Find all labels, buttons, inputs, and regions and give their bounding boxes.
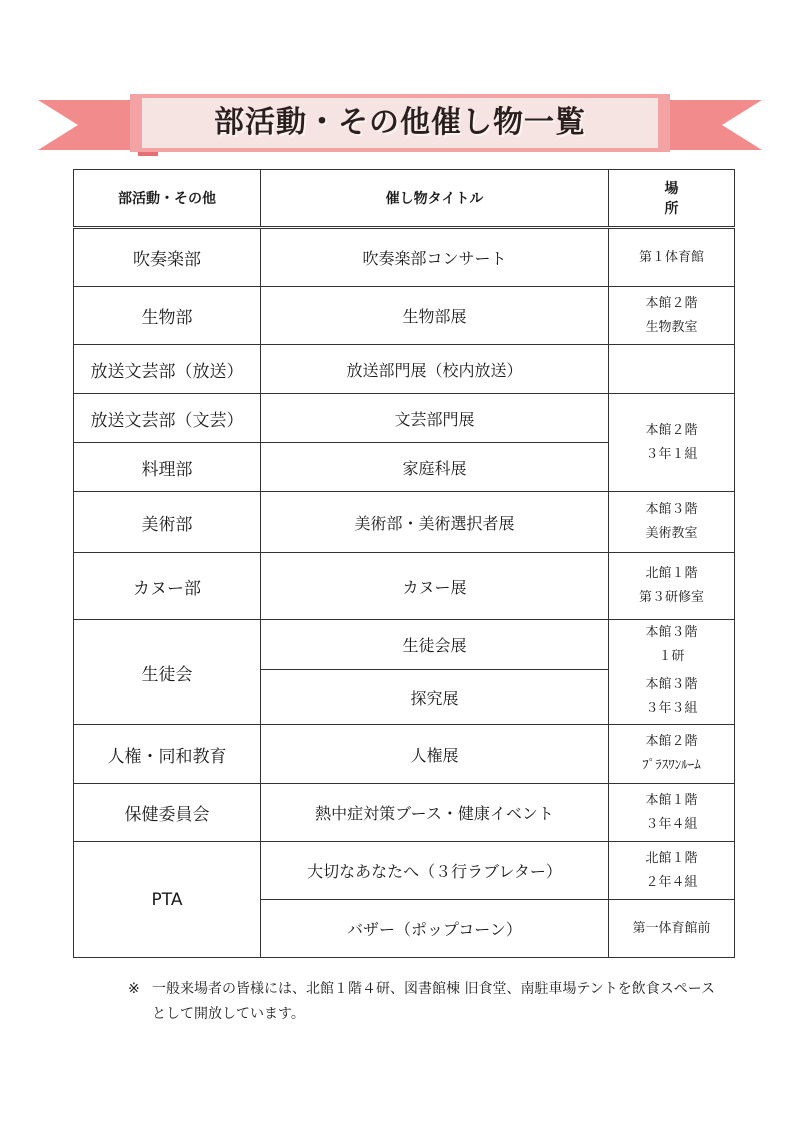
place-line: 第３研修室 [638, 590, 704, 605]
place-line: 本館２階 [645, 734, 698, 749]
club-cell: 人権・同和教育 [74, 725, 261, 784]
event-title-cell: 熱中症対策ブース・健康イベント [261, 784, 609, 842]
table-row [74, 394, 735, 443]
place-cell [609, 620, 735, 670]
place-cell [609, 345, 735, 394]
event-title-cell: 人権展 [261, 725, 609, 784]
place-line: １研 [658, 648, 685, 664]
page-title: 部活動・その他催し物一覧 [214, 105, 586, 140]
footnote-text: 一般来場者の皆様には、北館１階４研、図書館棟 旧食堂、南駐車場テントを飲食スペースとして開放しています。 [152, 981, 716, 1022]
event-title-cell: 放送部門展（校内放送） [261, 345, 609, 394]
club-cell: 放送文芸部（放送） [74, 345, 261, 394]
place-line: 本館３階 [645, 502, 698, 517]
place-line: 第一体育館前 [632, 920, 711, 936]
club-cell: PTA [74, 842, 261, 958]
table-row [74, 725, 735, 784]
place-cell [609, 725, 735, 784]
table-row [74, 784, 735, 842]
place-cell [609, 394, 735, 492]
place-line: 北館１階 [645, 566, 698, 581]
table-row [74, 287, 735, 345]
place-line: 第１体育館 [638, 249, 704, 265]
place-line: 本館２階 [645, 295, 698, 311]
place-line: ２年４組 [645, 874, 698, 890]
club-cell: 放送文芸部（文芸） [74, 394, 261, 443]
place-cell [609, 228, 735, 287]
club-cell: 美術部 [74, 492, 261, 553]
place-line: 北館１階 [645, 850, 698, 866]
place-cell [609, 670, 735, 725]
table-row [74, 842, 735, 900]
place-cell [609, 287, 735, 345]
event-title-cell: 探究展 [261, 670, 609, 725]
event-title-cell: 生徒会展 [261, 620, 609, 670]
table-row [74, 228, 735, 287]
events-table [73, 169, 753, 958]
event-title-cell: バザー（ポップコーン） [261, 900, 609, 958]
table-row [74, 620, 735, 670]
place-line: 本館２階 [645, 422, 698, 438]
place-cell [609, 492, 735, 553]
club-cell: 保健委員会 [74, 784, 261, 842]
table-row [74, 345, 735, 394]
place-line: ３年４組 [645, 816, 698, 832]
place-cell [609, 900, 735, 958]
reference-mark: ※ [128, 981, 140, 997]
event-title-cell: 美術部・美術選択者展 [261, 492, 609, 553]
header-title: 催し物タイトル [261, 170, 609, 228]
header-club: 部活動・その他 [74, 170, 261, 228]
place-line: 本館３階 [645, 676, 698, 692]
title-banner [38, 92, 762, 158]
club-cell: 生徒会 [74, 620, 261, 725]
table-row [74, 553, 735, 620]
event-title-cell: カヌー展 [261, 553, 609, 620]
event-title-cell: 家庭科展 [261, 443, 609, 492]
place-cell [609, 784, 735, 842]
event-title-cell: 吹奏楽部コンサート [261, 228, 609, 287]
place-line: 生物教室 [645, 319, 698, 335]
club-cell: カヌー部 [74, 553, 261, 620]
place-line: ３年３組 [645, 700, 698, 716]
event-title-cell: 文芸部門展 [261, 394, 609, 443]
place-line: ﾌﾟﾗｽﾜﾝﾙｰﾑ [642, 758, 701, 773]
place-line: ３年１組 [645, 446, 698, 462]
event-title-cell: 生物部展 [261, 287, 609, 345]
header-row [74, 170, 735, 228]
club-cell: 吹奏楽部 [74, 228, 261, 287]
event-title-cell: 大切なあなたへ（３行ラブレター） [261, 842, 609, 900]
place-cell [609, 842, 735, 900]
header-place: 場 所 [609, 170, 735, 228]
place-line: 本館３階 [645, 624, 698, 640]
footnote [128, 977, 728, 1027]
club-cell: 料理部 [74, 443, 261, 492]
place-line: 美術教室 [645, 526, 698, 541]
place-cell [609, 553, 735, 620]
place-line: 本館１階 [645, 792, 698, 808]
club-cell: 生物部 [74, 287, 261, 345]
table-row [74, 492, 735, 553]
